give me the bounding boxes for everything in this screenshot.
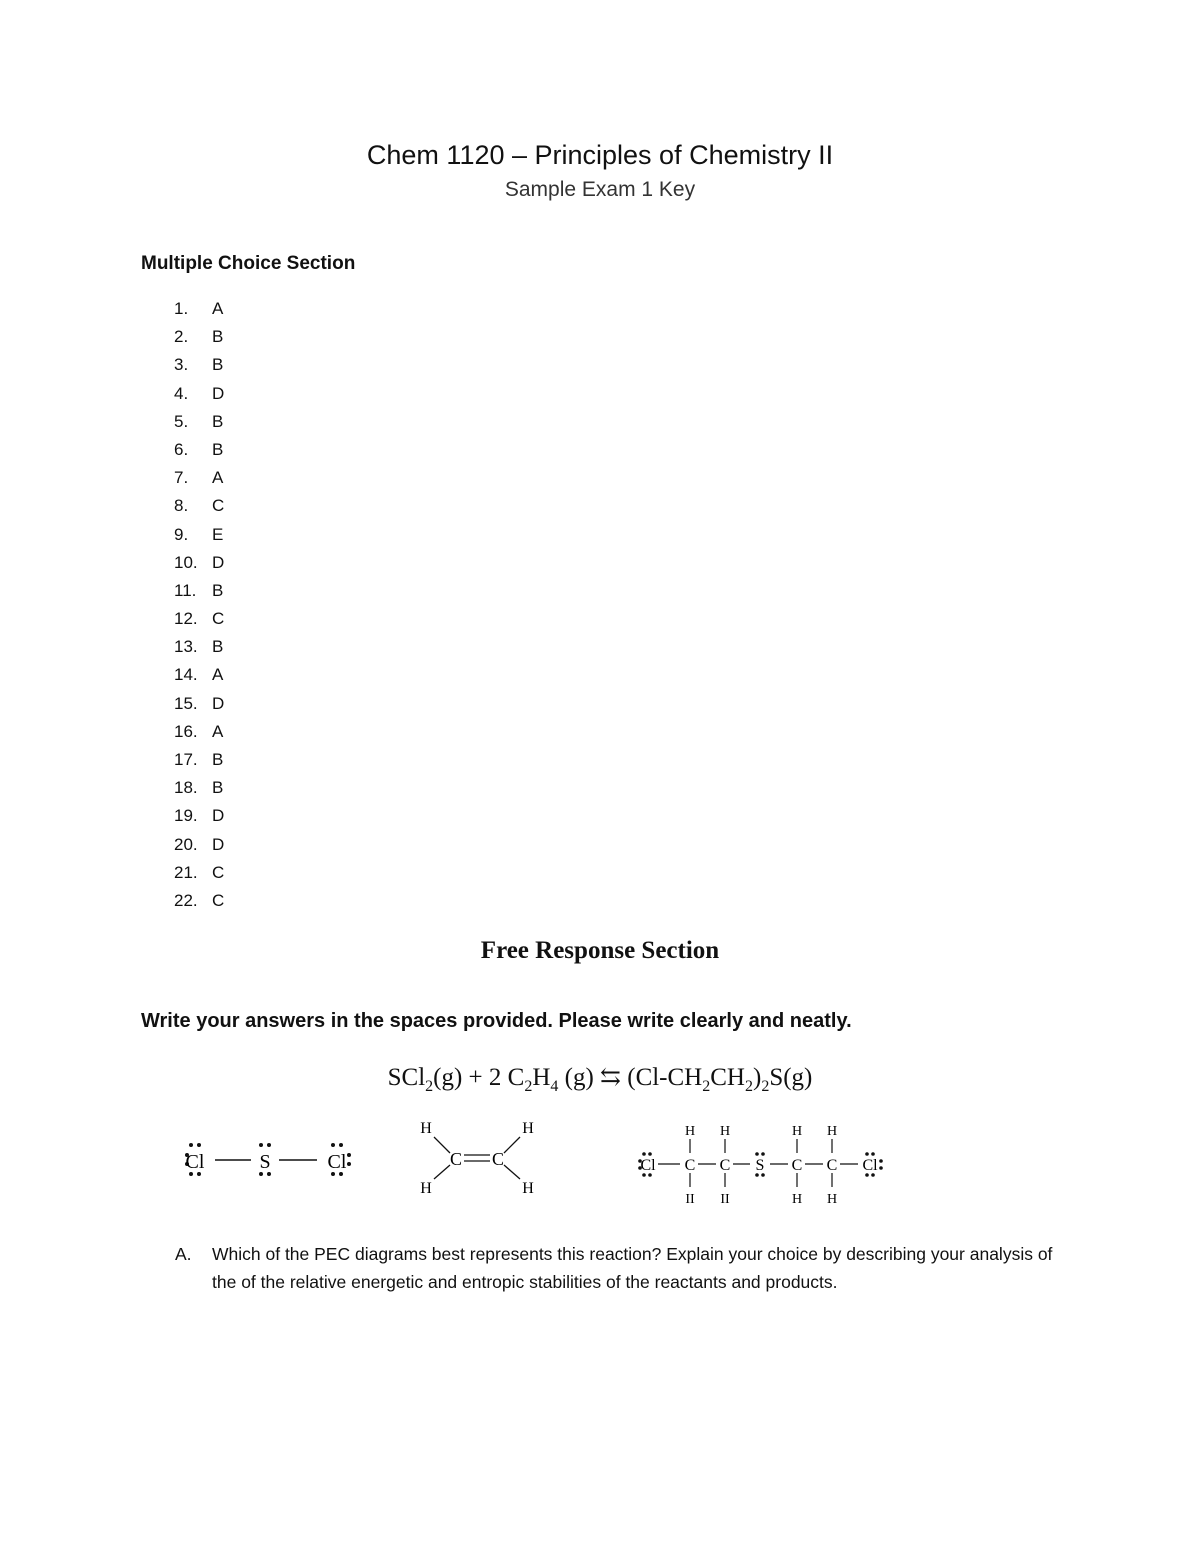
answer-item [174, 633, 224, 661]
answer-item [174, 774, 224, 802]
answer-number: 14. [174, 665, 198, 685]
page-title: Chem 1120 – Principles of Chemistry II [366, 140, 834, 170]
question-text: Which of the PEC diagrams best represents this reaction? Explain your choice by describing your analysis of the of the relative energetic and entropic stabilities of the reactants and products. [212, 1244, 1053, 1292]
atom-h: H [791, 1124, 803, 1139]
answer-item [174, 492, 224, 520]
answer-letter: C [212, 496, 225, 516]
eq-sub: 2 [524, 1078, 533, 1095]
answer-number: 6. [174, 439, 189, 459]
instructions-text: Write your answers in the spaces provided. Please write clearly and neatly. [141, 1010, 852, 1032]
answer-letter: E [212, 524, 224, 544]
eq-sub: 2 [744, 1078, 753, 1095]
multiple-choice-heading: Multiple Choice Section [141, 253, 356, 274]
answer-item [174, 436, 224, 464]
atom-h: II [720, 1192, 730, 1207]
atom-c: C [684, 1157, 696, 1174]
answer-item [174, 802, 224, 830]
answer-item [174, 408, 224, 436]
answer-number: 9. [174, 524, 189, 544]
answer-number: 17. [174, 750, 198, 769]
atom-h: H [719, 1124, 731, 1139]
atom-h: H [420, 1180, 432, 1197]
atom-s-center: S [259, 1151, 271, 1173]
answer-number: 8. [174, 496, 189, 516]
atom-cl: Cl [640, 1157, 656, 1174]
atom-h: H [522, 1120, 534, 1137]
answer-item [174, 323, 224, 351]
answer-item [174, 464, 224, 492]
answer-letter: B [212, 778, 224, 798]
answer-letter: D [212, 552, 225, 572]
answer-number: 10. [174, 552, 198, 572]
atom-c: C [791, 1157, 803, 1174]
atom-h: H [522, 1180, 534, 1197]
answer-letter: D [212, 693, 225, 713]
answer-letter: B [212, 327, 224, 347]
answer-number: 19. [174, 806, 198, 826]
atom-h: H [826, 1192, 838, 1207]
atom-c: C [719, 1157, 731, 1174]
answer-number: 7. [174, 468, 189, 488]
eq-part: H [532, 1064, 551, 1091]
answer-number: 1. [174, 299, 189, 318]
answer-number: 18. [174, 778, 198, 798]
atom-h: H [826, 1124, 838, 1139]
answer-letter: C [212, 862, 225, 882]
answer-letter: A [212, 299, 224, 318]
answer-letter: C [212, 609, 225, 629]
page-subtitle: Sample Exam 1 Key [504, 178, 696, 201]
answer-letter: A [212, 468, 224, 488]
answer-letter: B [212, 750, 224, 769]
answer-letter: B [212, 439, 224, 459]
question-a [175, 1240, 1065, 1296]
answer-letter: B [212, 637, 224, 657]
reaction-equation [0, 1062, 1200, 1096]
atom-c: C [449, 1149, 463, 1169]
answer-number: 20. [174, 834, 198, 854]
answer-letter: B [212, 580, 224, 600]
atom-h: II [685, 1192, 695, 1207]
atom-c: C [491, 1149, 505, 1169]
atom-cl: Cl [862, 1157, 878, 1174]
answer-letter: B [212, 355, 224, 375]
ethylene-structure [410, 1115, 550, 1200]
answer-number: 15. [174, 693, 198, 713]
question-label: A. [175, 1244, 192, 1264]
eq-part: (g) ⇆ (Cl-CH [558, 1064, 703, 1091]
eq-part: SCl [387, 1064, 426, 1091]
answer-item [174, 746, 224, 774]
answer-number: 16. [174, 721, 198, 741]
answer-item [174, 351, 224, 379]
answer-letter: D [212, 806, 225, 826]
answer-letter: D [212, 383, 225, 403]
answer-letter: B [212, 411, 224, 431]
answer-number: 12. [174, 609, 198, 629]
answer-item [174, 605, 224, 633]
answer-item [174, 521, 224, 549]
answer-letter: A [212, 721, 224, 741]
answer-number: 21. [174, 862, 198, 882]
atom-s: S [755, 1157, 765, 1174]
atom-h: H [420, 1120, 432, 1137]
answer-letter: C [212, 890, 225, 910]
answer-number: 5. [174, 411, 189, 431]
eq-sub: 4 [550, 1078, 559, 1095]
answer-number: 4. [174, 383, 189, 403]
answer-number: 3. [174, 355, 189, 375]
answer-item [174, 661, 224, 689]
answer-item [174, 690, 224, 718]
atom-h: H [791, 1192, 803, 1207]
answer-letter: D [212, 834, 225, 854]
answer-item [174, 380, 224, 408]
answer-item [174, 859, 224, 887]
product-structure [630, 1115, 890, 1210]
atom-h: H [684, 1124, 696, 1139]
eq-sub: 2 [702, 1078, 711, 1095]
eq-part: ) [752, 1064, 762, 1091]
answer-number: 2. [174, 327, 189, 347]
answer-item [174, 549, 224, 577]
answer-item [174, 718, 224, 746]
answer-key-list [174, 295, 224, 915]
eq-part: CH [710, 1064, 745, 1091]
answer-item [174, 831, 224, 859]
eq-part: S(g) [769, 1064, 813, 1091]
answer-letter: A [212, 665, 224, 685]
eq-sub: 2 [425, 1078, 434, 1095]
answer-item [174, 295, 224, 323]
atom-c: C [826, 1157, 838, 1174]
atom-cl-right: Cl [327, 1151, 347, 1173]
eq-part: (g) + 2 C [433, 1064, 525, 1091]
eq-sub: 2 [761, 1078, 770, 1095]
scl2-lewis-structure [175, 1130, 365, 1190]
free-response-heading: Free Response Section [480, 937, 720, 964]
atom-cl-left: Cl [185, 1151, 205, 1173]
answer-item [174, 577, 224, 605]
answer-item [174, 887, 224, 915]
answer-number: 11. [174, 580, 197, 600]
answer-number: 22. [174, 890, 198, 910]
answer-number: 13. [174, 637, 198, 657]
